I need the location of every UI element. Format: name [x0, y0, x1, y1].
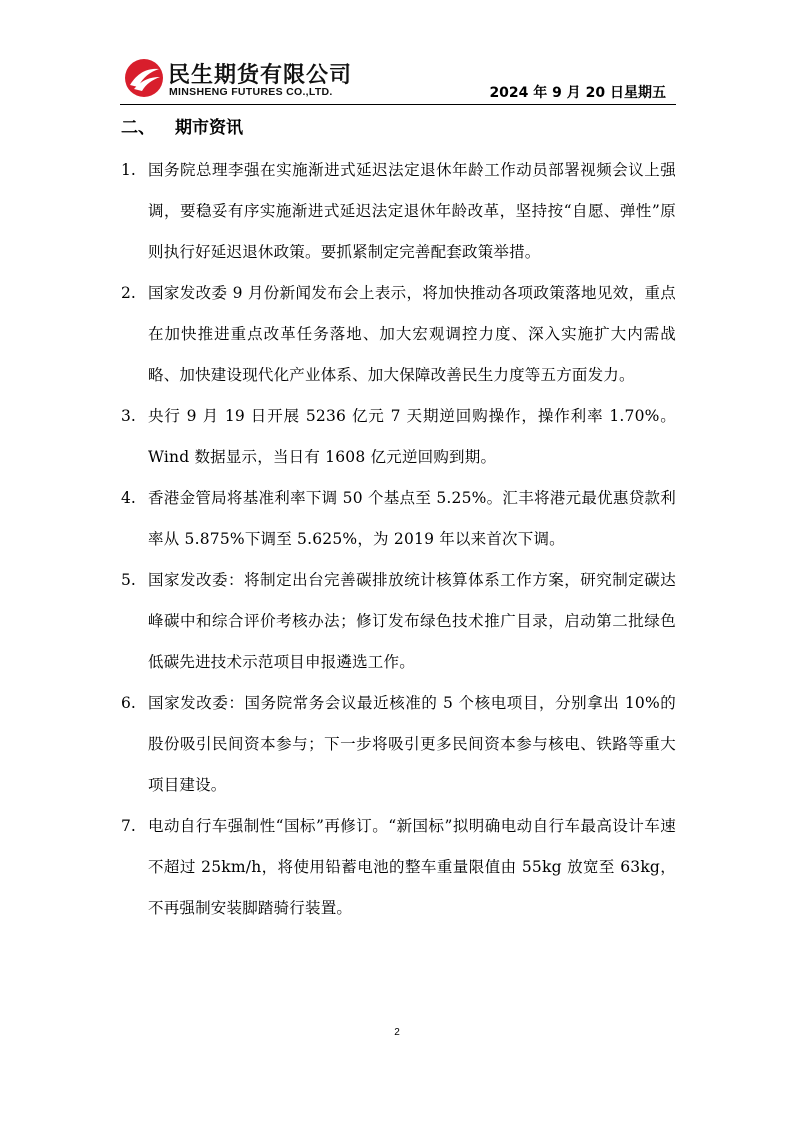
report-date: 2024 年 9 月 20 日星期五 — [489, 85, 666, 101]
news-item — [121, 150, 676, 273]
section-heading — [121, 113, 243, 138]
news-item — [121, 396, 676, 478]
news-item-text: 香港金管局将基准利率下调 50 个基点至 5.25%。汇丰将港元最优惠贷款利率从 5.875%下调至 5.625%，为 2019 年以来首次下调。 — [148, 489, 676, 548]
news-item — [121, 683, 676, 806]
news-item-text: 国家发改委 9 月份新闻发布会上表示，将加快推动各项政策落地见效，重点在加快推进重点改革任务落地、加大宏观调控力度、深入实施扩大内需战略、加快建设现代化产业体系、加大保障改善民生力度等五方面发力。 — [148, 284, 676, 384]
news-item-text: 国务院总理李强在实施渐进式延迟法定退休年龄工作动员部署视频会议上强调，要稳妥有序实施渐进式延迟法定退休年龄改革，坚持按“自愿、弹性”原则执行好延迟退休政策。要抓紧制定完善配套政策举措。 — [148, 161, 676, 261]
news-item-number: 7. — [121, 817, 136, 835]
section-number: 二、 — [121, 118, 155, 138]
news-item-text: 国家发改委：国务院常务会议最近核准的 5 个核电项目，分别拿出 10%的股份吸引民间资本参与；下一步将吸引更多民间资本参与核电、铁路等重大项目建设。 — [148, 694, 676, 794]
section-title-text: 期市资讯 — [175, 118, 243, 138]
news-item-number: 1. — [121, 161, 136, 179]
news-item — [121, 478, 676, 560]
minsheng-logo-icon — [124, 58, 164, 98]
company-name-en: MINSHENG FUTURES CO.,LTD. — [169, 86, 333, 98]
news-item-text: 国家发改委：将制定出台完善碳排放统计核算体系工作方案，研究制定碳达峰碳中和综合评价考核办法；修订发布绿色技术推广目录，启动第二批绿色低碳先进技术示范项目申报遴选工作。 — [148, 571, 676, 671]
news-item-number: 6. — [121, 694, 136, 712]
news-item — [121, 806, 676, 929]
news-item-number: 4. — [121, 489, 136, 507]
news-item — [121, 273, 676, 396]
company-name-cn: 民生期货有限公司 — [168, 63, 353, 88]
page-header — [120, 52, 676, 105]
news-item-text: 电动自行车强制性“国标”再修订。“新国标”拟明确电动自行车最高设计车速不超过 25km/h，将使用铅蓄电池的整车重量限值由 55kg 放宽至 63kg，不再强制安装脚踏骑行装置。 — [148, 817, 676, 917]
news-item-text: 央行 9 月 19 日开展 5236 亿元 7 天期逆回购操作，操作利率 1.70%。Wind 数据显示，当日有 1608 亿元逆回购到期。 — [148, 407, 676, 466]
news-item-number: 3. — [121, 407, 136, 425]
news-item-number: 2. — [121, 284, 136, 302]
news-list — [121, 150, 676, 929]
company-logo — [124, 54, 374, 102]
page-number: 2 — [394, 1027, 400, 1038]
news-item-number: 5. — [121, 571, 136, 589]
news-item — [121, 560, 676, 683]
